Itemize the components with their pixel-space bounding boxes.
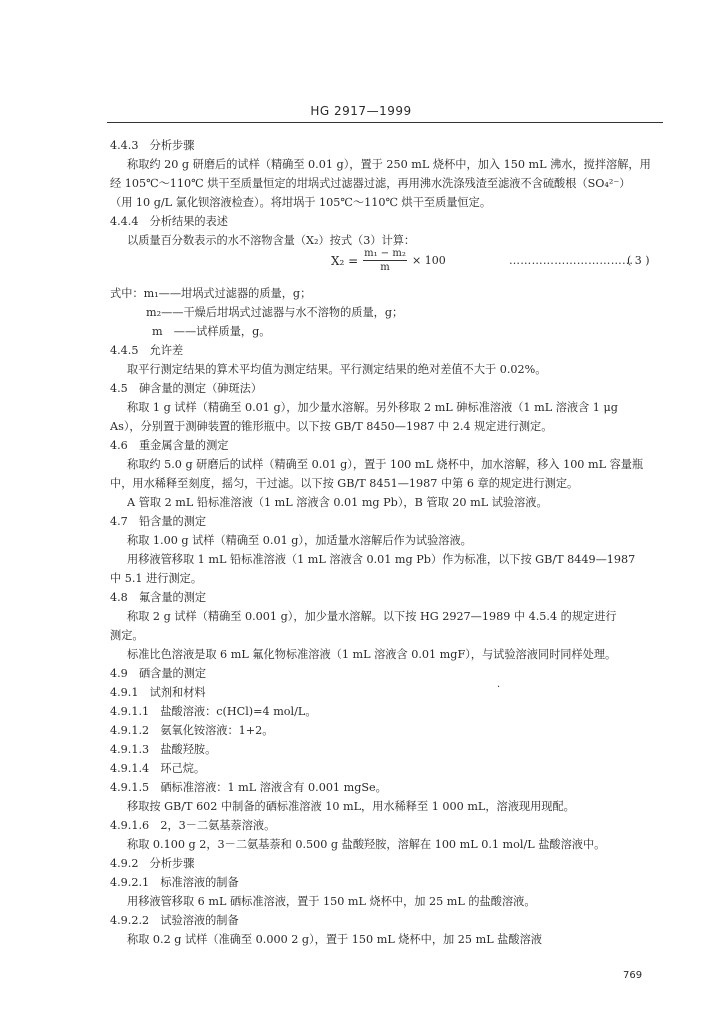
body-text-line: 称取 2 g 试样（精确至 0.001 g），加少量水溶解。以下按 HG 2927—1989 中 4.5.4 的规定进行: [127, 610, 617, 623]
formula-fraction: [363, 247, 407, 274]
variable-definition: m₂——干燥后坩埚式过滤器与水不溶物的质量，g；: [146, 306, 404, 319]
body-text-line: 称取约 20 g 研磨后的试样（精确至 0.01 g），置于 250 mL 烧杯中，加入 150 mL 沸水，搅拌溶解，用: [127, 158, 651, 171]
section-heading: 4.4.5 允许差: [110, 344, 184, 357]
page-number: 769: [623, 970, 643, 981]
body-text-line: 称取 0.100 g 2，3－二氨基萘和 0.500 g 盐酸羟胺，溶解在 100 mL 0.1 mol/L 盐酸溶液中。: [127, 838, 606, 851]
list-item: 4.9.1.3 盐酸羟胺。: [110, 743, 217, 756]
header-rule: [107, 122, 663, 123]
list-item: 4.9.1.2 氨氧化铵溶液：1+2。: [110, 724, 274, 737]
body-text-line: 以质量百分数表示的水不溶物含量（X₂）按式（3）计算：: [127, 234, 416, 247]
list-item: 4.9.1.1 盐酸溶液：c(HCl)=4 mol/L。: [110, 705, 317, 718]
formula-denominator: m: [380, 262, 390, 273]
body-text-line: 称取 1 g 试样（精确至 0.01 g），加少量水溶解。另外移取 2 mL 砷标准溶液（1 mL 溶液含 1 μg: [127, 401, 618, 414]
section-heading: 4.6 重金属含量的测定: [110, 439, 229, 452]
list-item: 4.9.2.1 标准溶液的制备: [110, 876, 239, 889]
formula-multiplier: × 100: [412, 254, 446, 267]
section-heading: 4.8 氟含量的测定: [110, 591, 207, 604]
list-item: 4.9.1.4 环己烷。: [110, 762, 206, 775]
section-heading: 4.9 硒含量的测定: [110, 667, 207, 680]
variable-definition: m ——试样质量，g。: [152, 325, 271, 338]
section-heading: 4.7 铅含量的测定: [110, 515, 207, 528]
formula-number: ( 3 ): [627, 254, 650, 267]
body-text-line: As），分别置于测砷装置的锥形瓶中。以下按 GB/T 8450—1987 中 2.4 规定进行测定。: [110, 420, 553, 433]
body-text-line: 用移液管移取 6 mL 硒标准溶液，置于 150 mL 烧杯中，加 25 mL 的盐酸溶液。: [127, 895, 536, 908]
section-heading: 4.4.4 分析结果的表述: [110, 215, 228, 228]
body-text-line: 中，用水稀释至刻度，摇匀，干过滤。以下按 GB/T 8451—1987 中第 6 章的规定进行测定。: [110, 477, 579, 490]
body-text-line: 标准比色溶液是取 6 mL 氟化物标准溶液（1 mL 溶液含 0.01 mgF），与试验溶液同时同样处理。: [127, 648, 617, 661]
list-item: 4.9.1.5 硒标准溶液：1 mL 溶液含有 0.001 mgSe。: [110, 781, 387, 794]
formula-numerator: m₁ − m₂: [364, 248, 406, 259]
formula-leader-dots: ……………………………: [509, 254, 634, 267]
body-text-line: 称取 0.2 g 试样（准确至 0.000 2 g），置于 150 mL 烧杯中，加 25 mL 盐酸溶液: [127, 933, 542, 946]
formula-lhs: X₂ =: [331, 254, 359, 268]
section-heading: 4.5 砷含量的测定（砷斑法）: [110, 382, 263, 395]
body-text-line: 用移液管移取 1 mL 铅标准溶液（1 mL 溶液含 0.01 mg Pb）作为标准，以下按 GB/T 8449—1987: [127, 553, 636, 566]
subsection-heading: 4.9.2 分析步骤: [110, 857, 195, 870]
variable-definition: 式中：m₁——坩埚式过滤器的质量，g；: [110, 287, 312, 300]
body-text-line: 取平行测定结果的算术平均值为测定结果。平行测定结果的绝对差值不大于 0.02%。: [127, 363, 547, 376]
list-item: 4.9.2.2 试验溶液的制备: [110, 914, 239, 927]
scan-speck: ·: [497, 682, 501, 693]
body-text-line: （用 10 g/L 氯化钡溶液检查）。将坩埚于 105℃～110℃ 烘干至质量恒定。: [110, 196, 492, 209]
section-heading: 4.4.3 分析步骤: [110, 139, 195, 152]
body-text-line: 移取按 GB/T 602 中制备的硒标准溶液 10 mL，用水稀释至 1 000 mL，溶液现用现配。: [127, 800, 575, 813]
body-text-line: 称取约 5.0 g 研磨后的试样（精确至 0.01 g），置于 100 mL 烧杯中，加水溶解，移入 100 mL 容量瓶: [127, 458, 644, 471]
subsection-heading: 4.9.1 试剂和材料: [110, 686, 206, 699]
body-text-line: 经 105℃～110℃ 烘干至质量恒定的坩埚式过滤器过滤，再用沸水洗涤残渣至滤液不含硫酸根（SO₄²⁻）: [110, 177, 631, 190]
list-item: 4.9.1.6 2，3－二氨基萘溶液。: [110, 819, 276, 832]
body-text-line: A 管取 2 mL 铅标准溶液（1 mL 溶液含 0.01 mg Pb），B 管取 20 mL 试验溶液。: [127, 496, 548, 509]
body-text-line: 称取 1.00 g 试样（精确至 0.01 g），加适量水溶解后作为试验溶液。: [127, 534, 472, 547]
body-text-line: 中 5.1 进行测定。: [110, 572, 203, 585]
body-text-line: 测定。: [110, 629, 144, 642]
standard-header: HG 2917—1999: [310, 104, 412, 118]
